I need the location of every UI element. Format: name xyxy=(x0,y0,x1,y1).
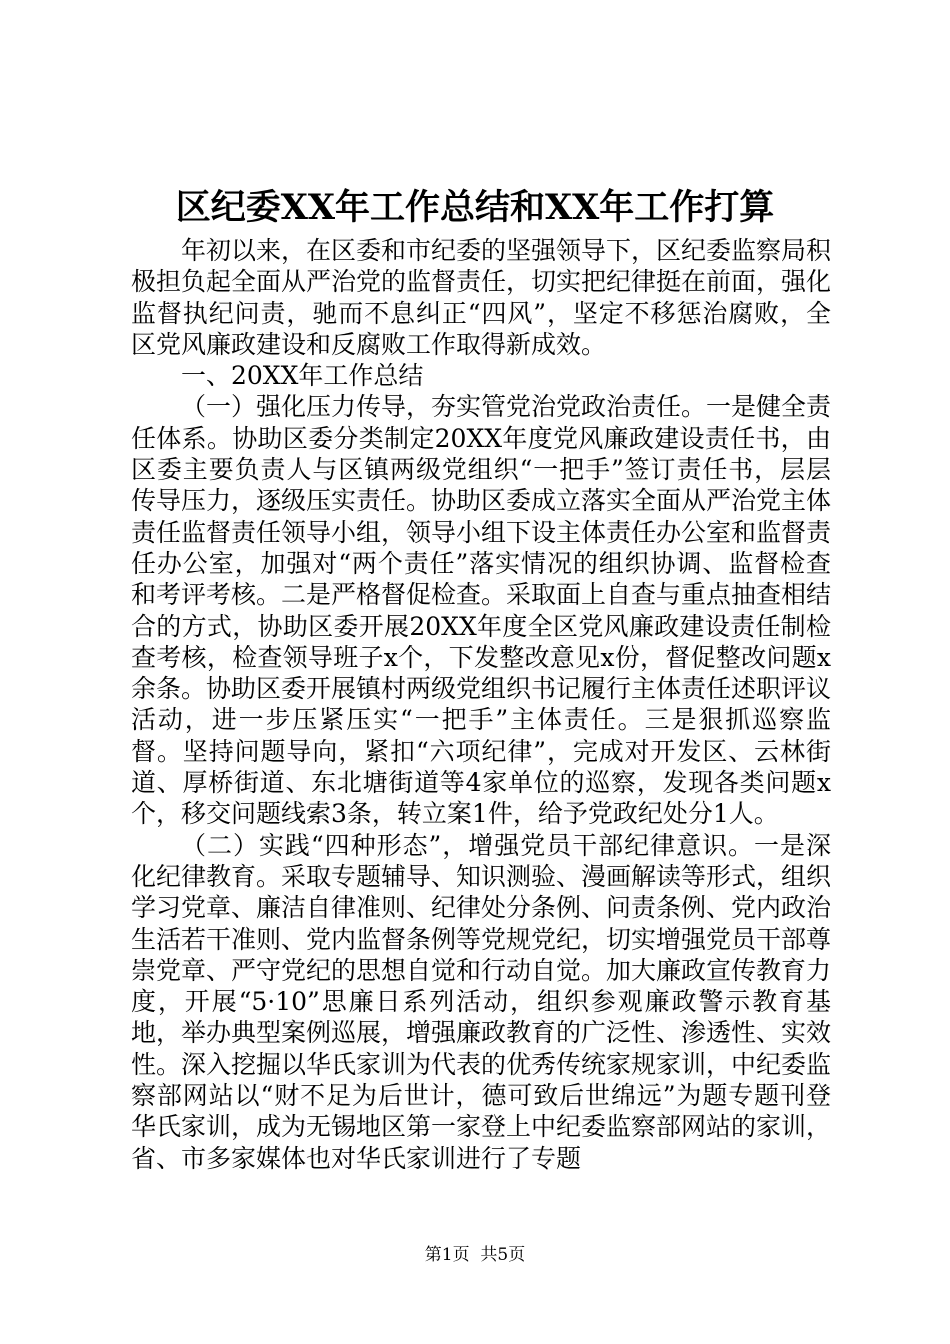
document-body xyxy=(131,235,831,1174)
page-number-current: 第1页 xyxy=(424,1245,470,1265)
page-footer xyxy=(0,1243,950,1267)
page-number-total: 共5页 xyxy=(480,1245,526,1265)
paragraph-section-1: （一）强化压力传导，夯实管党治党政治责任。一是健全责任体系。协助区委分类制定20XX年度党风廉政建设责任书，由区委主要负责人与区镇两级党组织“一把手”签订责任书，层层传导压力，逐级压实责任。协助区委成立落实全面从严治党主体责任监督责任领导小组，领导小组下设主体责任办公室和监督责任办公室，加强对“两个责任”落实情况的组织协调、监督检查和考评考核。二是严格督促检查。采取面上自查与重点抽查相结合的方式，协助区委开展20XX年度全区党风廉政建设责任制检查考核，检查领导班子x个，下发整改意见x份，督促整改问题x余条。协助区委开展镇村两级党组织书记履行主体责任述职评议活动，进一步压紧压实“一把手”主体责任。三是狠抓巡察监督。坚持问题导向，紧扣“六项纪律”，完成对开发区、云林街道、厚桥街道、东北塘街道等4家单位的巡察，发现各类问题x个，移交问题线索3条，转立案1件，给予党政纪处分1人。 xyxy=(131,392,832,829)
paragraph-section-2: （二）实践“四种形态”，增强党员干部纪律意识。一是深化纪律教育。采取专题辅导、知识测验、漫画解读等形式，组织学习党章、廉洁自律准则、纪律处分条例、问责条例、党内政治生活若干准则、党内监督条例等党规党纪，切实增强党员干部尊崇党章、严守党纪的思想自觉和行动自觉。加大廉政宣传教育力度，开展“5·10”思廉日系列活动，组织参观廉政警示教育基地，举办典型案例巡展，增强廉政教育的广泛性、渗透性、实效性。深入挖掘以华氏家训为代表的优秀传统家规家训，中纪委监察部网站以“财不足为后世计，德可致后世绵远”为题专题刊登华氏家训，成为无锡地区第一家登上中纪委监察部网站的家训，省、市多家媒体也对华氏家训进行了专题 xyxy=(131,830,832,1173)
document-title: 区纪委XX年工作总结和XX年工作打算 xyxy=(175,187,775,228)
paragraph-intro: 年初以来，在区委和市纪委的坚强领导下，区纪委监察局积极担负起全面从严治党的监督责任，切实把纪律挺在前面，强化监督执纪问责，驰而不息纠正“四风”，坚定不移惩治腐败，全区党风廉政建设和反腐败工作取得新成效。 xyxy=(131,236,832,359)
section-heading: 一、20XX年工作总结 xyxy=(181,361,424,391)
